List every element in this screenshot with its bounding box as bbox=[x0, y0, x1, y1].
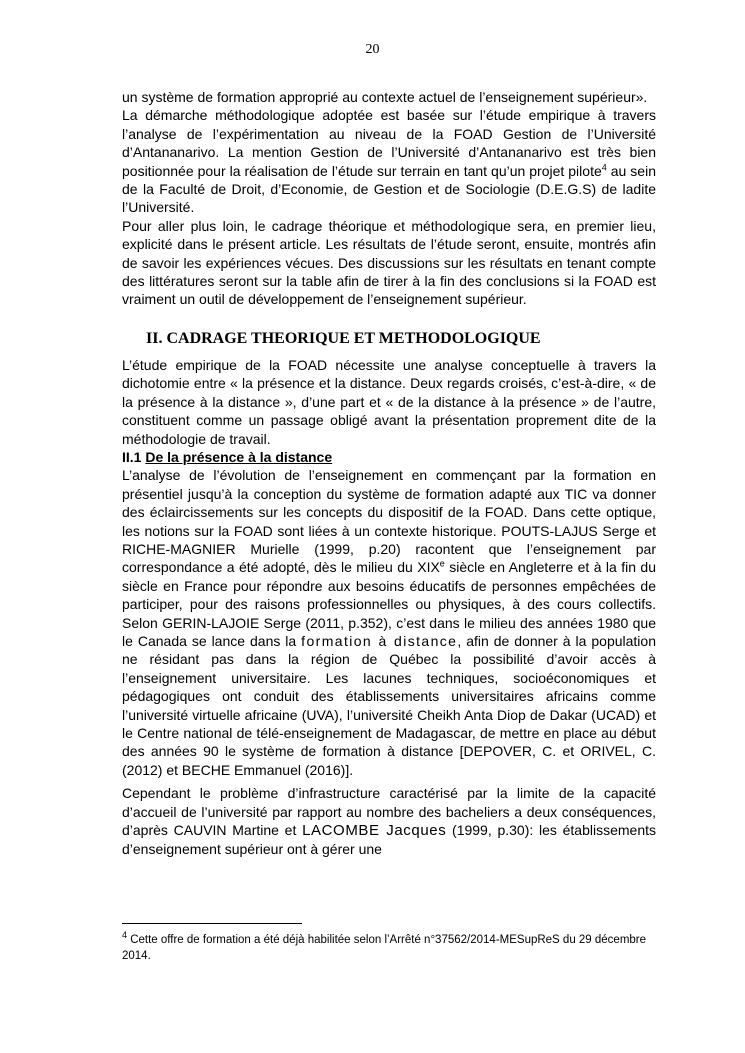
paragraph-infrastructure-text-b: (1999, p.30): les établissements d’enseignement supérieur ont à gérer une bbox=[122, 822, 656, 858]
subsection-number: II.1 bbox=[122, 448, 146, 465]
footnote-text: Cette offre de formation a été déjà habilitée selon l’Arrêté n°37562/2014-MESupReS du 29 décembre 2014. bbox=[122, 934, 647, 962]
paragraph-history-text-a: L’analyse de l’évolution de l’enseignement en commençant par la formation en présentiel jusqu’à la conception du système de formation adapté aux TIC va donner des éclaircissements sur les concepts du dispositif de la FOAD. Dans cette optique, les notions sur la FOAD sont liées à un contexte historique. POUTS-LAJUS Serge et RICHE-MAGNIER Murielle (1999, p.20) racontent que l’enseignement par correspondance a été adopté, dès le milieu du XIX bbox=[122, 467, 656, 576]
paragraph-methodology-text-a: La démarche méthodologique adoptée est basée sur l’étude empirique à travers l’analyse de l’expérimentation au niveau de la FOAD Gestion de l’Université d’Antananarivo. La mention Gestion de l’Université d’Antananarivo est très bien positionnée pour la réalisation de l’étude sur terrain en tant qu’un projet pilote bbox=[122, 107, 656, 179]
page-body bbox=[122, 88, 656, 859]
footnote-divider bbox=[122, 923, 302, 924]
footnote-reference[interactable]: 4 bbox=[601, 161, 607, 172]
subsection-heading bbox=[122, 448, 656, 466]
paragraph-infrastructure bbox=[122, 784, 656, 859]
subsection-title: De la présence à la distance bbox=[145, 448, 333, 465]
paragraph-methodology-text-b: au sein de la Faculté de Droit, d’Economie, de Gestion et de Sociologie (D.E.G.S) de ladite l’Université. bbox=[122, 162, 656, 216]
spaced-term: formation à distance bbox=[301, 632, 458, 649]
author-name: LACOMBE Jacques bbox=[302, 822, 447, 840]
paragraph-infrastructure-text-a: Cependant le problème d’infrastructure caractérisé par la limite de la capacité d’accueil de l’université par rapport au nombre des bacheliers a deux conséquences, d’après CAUVIN Martine et bbox=[122, 785, 656, 839]
paragraph-history-text-c: , afin de donner à la population ne résidant pas dans la région de Québec la possibilité d’avoir accès à l’enseignement universitaire. Les lacunes techniques, socioéconomiques et pédagogiques ont conduit des établissements universitaires africains comme l’université virtuelle africaine (UVA), l’université Cheikh Anta Diop de Dakar (UCAD) et le Centre national de télé-enseignement de Madagascar, de mettre en place au début des années 90 le système de formation à distance [DEPOVER, C. et ORIVEL, C. (2012) et BECHE Emmanuel (2016)]. bbox=[122, 632, 656, 778]
section-heading: II. CADRAGE THEORIQUE ET METHODOLOGIQUE bbox=[146, 329, 541, 347]
page-number: 20 bbox=[365, 42, 380, 57]
paragraph-methodology bbox=[122, 106, 656, 216]
paragraph-history bbox=[122, 466, 656, 779]
century-superscript: e bbox=[439, 558, 445, 569]
footnote-mark: 4 bbox=[122, 930, 128, 941]
paragraph-continuation: un système de formation approprié au contexte actuel de l’enseignement supérieur». bbox=[122, 89, 648, 105]
footnote bbox=[122, 932, 656, 964]
paragraph-history-text-b: siècle en Angleterre et à la fin du siècle en France pour répondre aux besoins éducatifs de personnes empêchées de participer, pour des raisons professionnelles ou physiques, à des cours collectifs. Selon GERIN-LAJOIE Serge (2011, p.352), c’est dans le milieu des années 1980 que le Canada se lance dans la bbox=[122, 559, 656, 649]
paragraph-outline: Pour aller plus loin, le cadrage théorique et méthodologique sera, en premier lieu, explicité dans le présent article. Les résultats de l’étude seront, ensuite, montrés afin de savoir les expériences vécues. Des discussions sur les résultats en tenant compte des littératures seront sur la table afin de tirer à la fin des conclusions si la FOAD est vraiment un outil de développement de l’enseignement supérieur. bbox=[122, 217, 656, 308]
section-intro: L’étude empirique de la FOAD nécessite une analyse conceptuelle à travers la dichotomie entre « la présence et la distance. Deux regards croisés, c’est-à-dire, « de la présence à la distance », d’une part et « de la distance à la présence » de l’autre, constituent comme un passage obligé avant la présentation proprement dite de la méthodologie de travail. bbox=[122, 356, 656, 447]
